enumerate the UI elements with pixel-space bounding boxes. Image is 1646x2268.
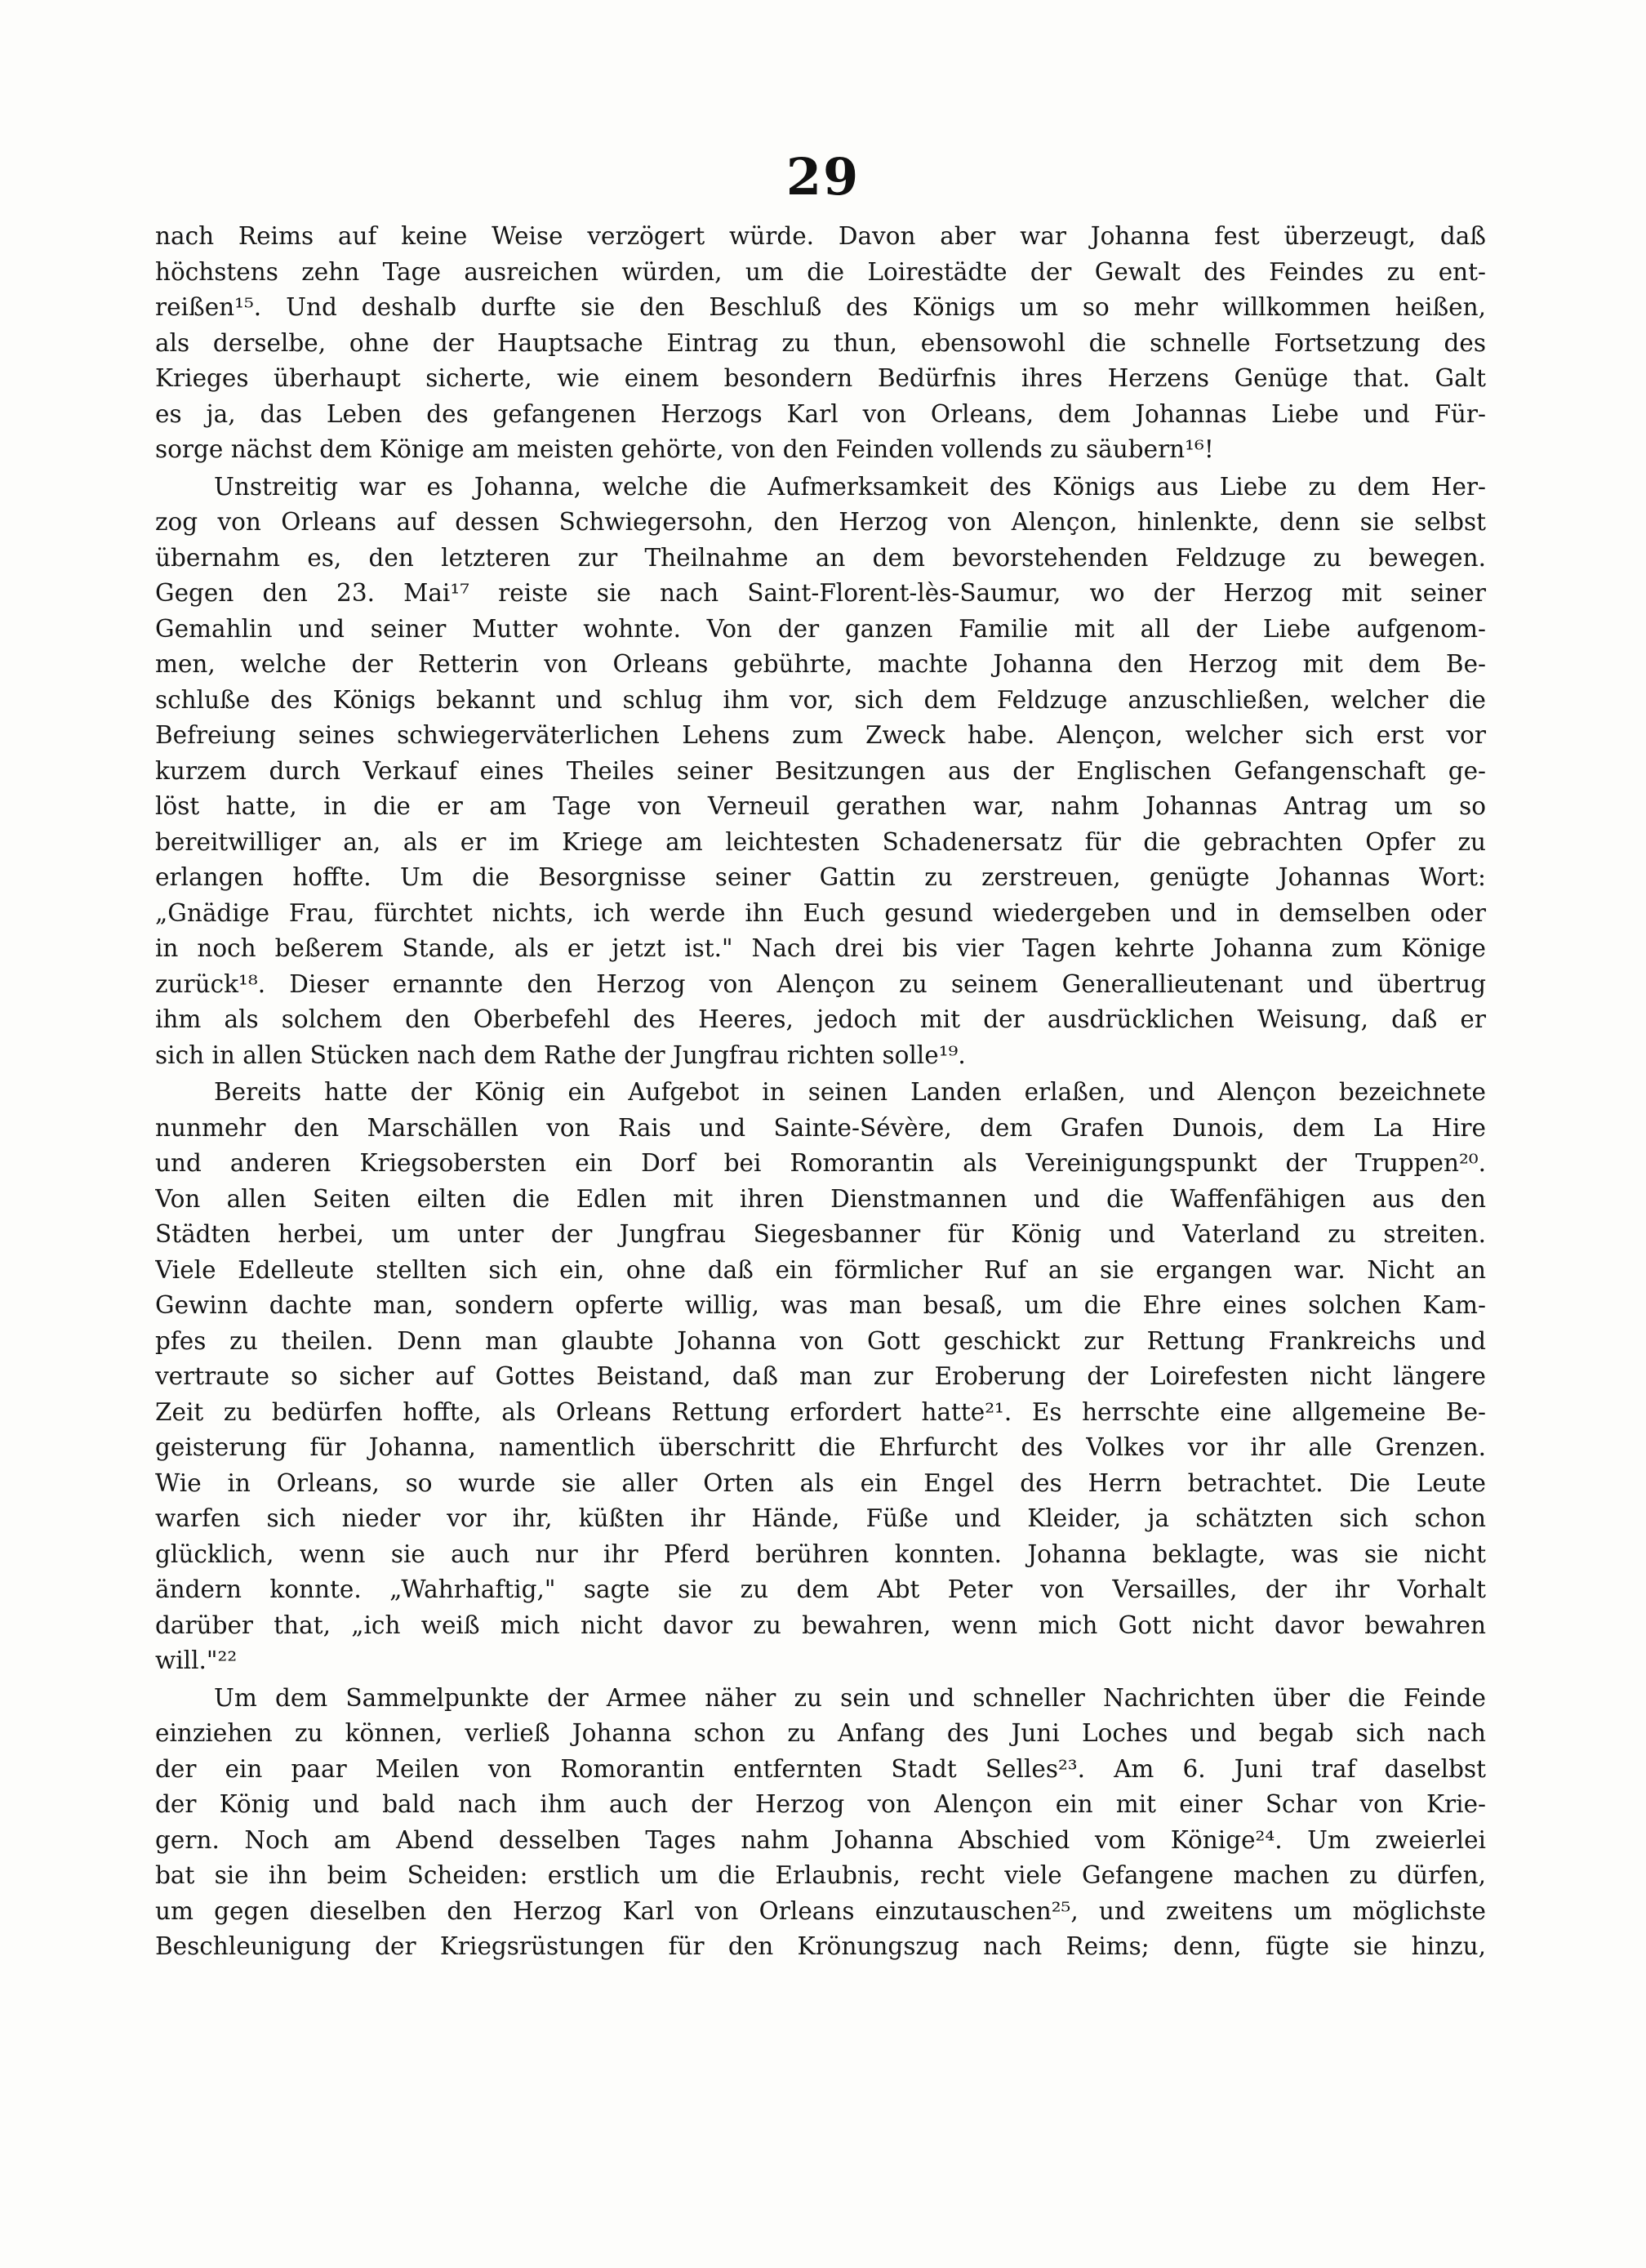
text-line: Krieges überhaupt sicherte, wie einem besondern Bedürfnis ihres Herzens Genüge that. Galt bbox=[155, 364, 1486, 392]
text-line: Viele Edelleute stellten sich ein, ohne daß ein förmlicher Ruf an sie ergangen war. Nicht an bbox=[155, 1255, 1486, 1284]
text-line: bereitwilliger an, als er im Kriege am leichtesten Schadenersatz für die gebrachten Opfer zu bbox=[155, 827, 1486, 856]
paragraph-4 bbox=[155, 1681, 1486, 1965]
text-line: einziehen zu können, verließ Johanna schon zu Anfang des Juni Loches und begab sich nach bbox=[155, 1719, 1486, 1747]
text-line: um gegen dieselben den Herzog Karl von Orleans einzutauschen²⁵, und zweitens um möglichste bbox=[155, 1896, 1486, 1925]
text-line: ändern konnte. „Wahrhaftig," sagte sie zu dem Abt Peter von Versailles, der ihr Vorhalt bbox=[155, 1575, 1486, 1603]
text-line: nach Reims auf keine Weise verzögert würde. Davon aber war Johanna fest überzeugt, daß bbox=[155, 222, 1486, 250]
text-line: darüber that, „ich weiß mich nicht davor zu bewahren, wenn mich Gott nicht davor bewahren bbox=[155, 1611, 1486, 1639]
text-line: und anderen Kriegsobersten ein Dorf bei Romorantin als Vereinigungspunkt der Truppen²⁰. bbox=[155, 1149, 1486, 1177]
text-line: der ein paar Meilen von Romorantin entfernten Stadt Selles²³. Am 6. Juni traf daselbst bbox=[155, 1754, 1486, 1783]
text-line: Wie in Orleans, so wurde sie aller Orten als ein Engel des Herrn betrachtet. Die Leute bbox=[155, 1468, 1486, 1497]
text-line: Befreiung seines schwiegerväterlichen Lehens zum Zweck habe. Alençon, welcher sich erst vor bbox=[155, 721, 1486, 749]
paragraph-3 bbox=[155, 1075, 1486, 1679]
text-line: kurzem durch Verkauf eines Theiles seiner Besitzungen aus der Englischen Gefangenschaft ge- bbox=[155, 756, 1486, 785]
text-line: bat sie ihn beim Scheiden: erstlich um die Erlaubnis, recht viele Gefangene machen zu dürfen, bbox=[155, 1861, 1486, 1889]
text-line: schluße des Königs bekannt und schlug ihm vor, sich dem Feldzuge anzuschließen, welcher die bbox=[155, 685, 1486, 714]
text-line: in noch beßerem Stande, als er jetzt ist." Nach drei bis vier Tagen kehrte Johanna zum Könige bbox=[155, 934, 1486, 962]
body-text bbox=[155, 219, 1486, 1965]
text-line: will."²² bbox=[155, 1646, 238, 1674]
text-line: nunmehr den Marschällen von Rais und Sainte-Sévère, dem Grafen Dunois, dem La Hire bbox=[155, 1113, 1486, 1142]
text-line: gern. Noch am Abend desselben Tages nahm Johanna Abschied vom Könige²⁴. Um zweierlei bbox=[155, 1825, 1486, 1854]
text-line: erlangen hoffte. Um die Besorgnisse seiner Gattin zu zerstreuen, genügte Johannas Wort: bbox=[155, 863, 1486, 891]
text-line: geisterung für Johanna, namentlich überschritt die Ehrfurcht des Volkes vor ihr alle Grenzen. bbox=[155, 1433, 1486, 1461]
text-line: Gewinn dachte man, sondern opferte willig, was man besaß, um die Ehre eines solchen Kam- bbox=[155, 1291, 1486, 1319]
text-line: als derselbe, ohne der Hauptsache Eintrag zu thun, ebensowohl die schnelle Fortsetzung des bbox=[155, 328, 1486, 357]
text-line: Um dem Sammelpunkte der Armee näher zu sein und schneller Nachrichten über die Feinde bbox=[214, 1683, 1486, 1712]
text-line: warfen sich nieder vor ihr, küßten ihr Hände, Füße und Kleider, ja schätzten sich schon bbox=[155, 1504, 1486, 1532]
text-line: vertraute so sicher auf Gottes Beistand, daß man zur Eroberung der Loirefesten nicht längere bbox=[155, 1362, 1486, 1390]
text-line: höchstens zehn Tage ausreichen würden, um die Loirestädte der Gewalt des Feindes zu ent- bbox=[155, 257, 1486, 286]
text-line: glücklich, wenn sie auch nur ihr Pferd berühren konnten. Johanna beklagte, was sie nicht bbox=[155, 1539, 1486, 1568]
text-line: „Gnädige Frau, fürchtet nichts, ich werde ihn Euch gesund wiedergeben und in demselben oder bbox=[155, 898, 1486, 927]
text-line: pfes zu theilen. Denn man glaubte Johanna von Gott geschickt zur Rettung Frankreichs und bbox=[155, 1326, 1486, 1355]
text-line: men, welche der Retterin von Orleans gebührte, machte Johanna den Herzog mit dem Be- bbox=[155, 650, 1486, 678]
paragraph-1 bbox=[155, 219, 1486, 468]
text-line: Zeit zu bedürfen hoffte, als Orleans Rettung erfordert hatte²¹. Es herrschte eine allgemeine Be- bbox=[155, 1397, 1486, 1426]
text-line: Von allen Seiten eilten die Edlen mit ihren Dienstmannen und die Waffenfähigen aus den bbox=[155, 1184, 1486, 1213]
text-line: löst hatte, in die er am Tage von Verneuil gerathen war, nahm Johannas Antrag um so bbox=[155, 792, 1486, 820]
text-line: sich in allen Stücken nach dem Rathe der Jungfrau richten solle¹⁹. bbox=[155, 1040, 966, 1069]
text-line: reißen¹⁵. Und deshalb durfte sie den Beschluß des Königs um so mehr willkommen heißen, bbox=[155, 293, 1486, 321]
text-line: es ja, das Leben des gefangenen Herzogs Karl von Orleans, dem Johannas Liebe und Für- bbox=[155, 399, 1486, 428]
text-line: Gemahlin und seiner Mutter wohnte. Von der ganzen Familie mit all der Liebe aufgenom- bbox=[155, 614, 1486, 643]
text-line: ihm als solchem den Oberbefehl des Heeres, jedoch mit der ausdrücklichen Weisung, daß er bbox=[155, 1005, 1486, 1033]
text-line: Unstreitig war es Johanna, welche die Aufmerksamkeit des Königs aus Liebe zu dem Her- bbox=[214, 472, 1486, 501]
text-line: Gegen den 23. Mai¹⁷ reiste sie nach Saint-Florent-lès-Saumur, wo der Herzog mit seiner bbox=[155, 579, 1486, 607]
text-line: sorge nächst dem Könige am meisten gehörte, von den Feinden vollends zu säubern¹⁶! bbox=[155, 435, 1214, 463]
text-line: übernahm es, den letzteren zur Theilnahme an dem bevorstehenden Feldzuge zu bewegen. bbox=[155, 543, 1486, 572]
page-number: 29 bbox=[785, 147, 861, 207]
text-line: Bereits hatte der König ein Aufgebot in seinen Landen erlaßen, und Alençon bezeichnete bbox=[214, 1078, 1486, 1106]
text-line: zog von Orleans auf dessen Schwiegersohn, den Herzog von Alençon, hinlenkte, denn sie selbst bbox=[155, 508, 1486, 536]
text-line: der König und bald nach ihm auch der Herzog von Alençon ein mit einer Schar von Krie- bbox=[155, 1790, 1486, 1818]
text-line: zurück¹⁸. Dieser ernannte den Herzog von Alençon zu seinem Generallieutenant und übertrug bbox=[155, 969, 1486, 998]
text-line: Städten herbei, um unter der Jungfrau Siegesbanner für König und Vaterland zu streiten. bbox=[155, 1220, 1486, 1248]
paragraph-2 bbox=[155, 470, 1486, 1074]
text-line: Beschleunigung der Kriegsrüstungen für den Krönungszug nach Reims; denn, fügte sie hinzu, bbox=[155, 1932, 1486, 1960]
